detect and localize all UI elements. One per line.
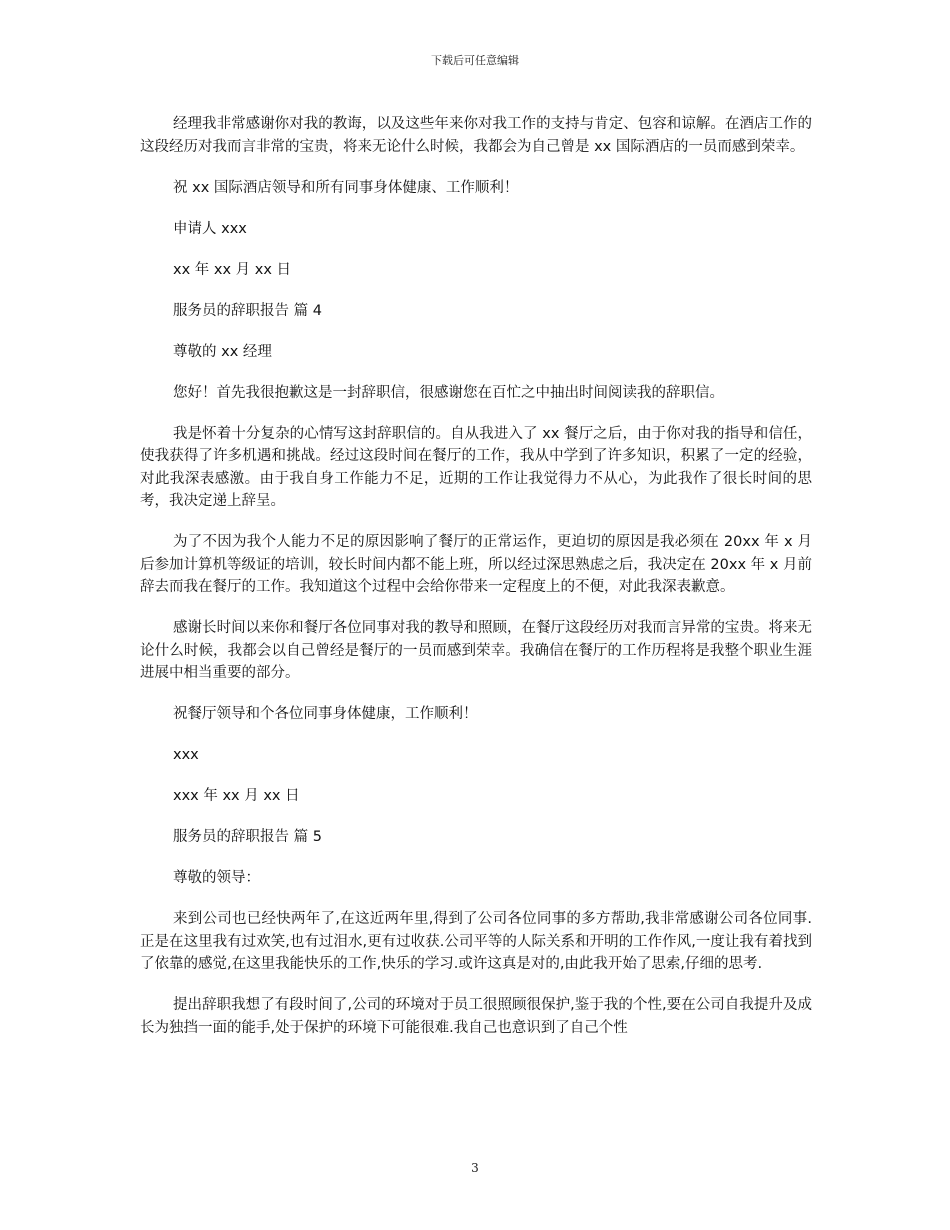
paragraph-two-years: 来到公司也已经快两年了,在这近两年里,得到了公司各位同事的多方帮助,我非常感谢公司各位同事.正是在这里我有过欢笑,也有过泪水,更有过收获.公司平等的人际关系和开明的工作作风,一度让我有着找到了依靠的感觉,在这里我能快乐的工作,快乐的学习.或许这真是对的,由此我开始了思索,仔细的思考. [140,911,812,972]
paragraph-resignation-thought: 提出辞职我想了有段时间了,公司的环境对于员工很照顾很保护,鉴于我的个性,要在公司自我提升及成长为独挡一面的能手,处于保护的环境下可能很难.我自己也意识到了自己个性 [140,997,812,1036]
paragraph-thanks-manager: 经理我非常感谢你对我的教诲，以及这些年来你对我工作的支持与肯定、包容和谅解。在酒店工作的这段经历对我而言非常的宝贵，将来无论什么时候，我都会为自己曾是 xx 国际酒店的一员而感到荣幸。 [140,116,812,155]
paragraph-gratitude: 感谢长时间以来你和餐厅各位同事对我的教导和照顾，在餐厅这段经历对我而言异常的宝贵。将来无论什么时候，我都会以自己曾经是餐厅的一员而感到荣幸。我确信在餐厅的工作历程将是我整个职业生涯进展中相当重要的部分。 [140,620,812,681]
applicant-signature: 申请人 xxx [173,220,247,237]
paragraph-training: 为了不因为我个人能力不足的原因影响了餐厅的正常运作，更迫切的原因是我必须在 20xx 年 x 月后参加计算机等级证的培训，较长时间内都不能上班，所以经过深思熟虑之后，我决定在 20xx 年 x 月前辞去而我在餐厅的工作。我知道这个过程中会给你带来一定程度上的不便，对此我深表歉意。 [140,534,812,595]
paragraph-blessing-hotel: 祝 xx 国际酒店领导和所有同事身体健康、工作顺利！ [173,179,519,196]
document-body [140,113,812,1039]
salutation-manager: 尊敬的 xx 经理 [173,343,272,360]
paragraph-reason: 我是怀着十分复杂的心情写这封辞职信的。自从我进入了 xx 餐厅之后，由于你对我的指导和信任，使我获得了许多机遇和挑战。经过这段时间在餐厅的工作，我从中学到了许多知识，积累了一定的经验，对此我深表感激。由于我自身工作能力不足，近期的工作让我觉得力不从心，为此我作了很长时间的思考，我决定递上辞呈。 [140,425,812,509]
signature-name: xxx [173,747,199,763]
paragraph-blessing-restaurant: 祝餐厅领导和个各位同事身体健康，工作顺利！ [173,706,478,722]
section-title-4: 服务员的辞职报告 篇 4 [173,302,322,319]
page-number: 3 [471,1161,479,1175]
paragraph-greeting: 您好！首先我很抱歉这是一封辞职信，很感谢您在百忙之中抽出时间阅读我的辞职信。 [173,384,724,401]
salutation-leader: 尊敬的领导： [173,870,260,886]
page-header: 下载后可任意编辑 [431,54,519,67]
section-title-5: 服务员的辞职报告 篇 5 [173,829,322,845]
signature-date: xxx 年 xx 月 xx 日 [173,788,300,804]
letter-date: xx 年 xx 月 xx 日 [173,261,292,278]
